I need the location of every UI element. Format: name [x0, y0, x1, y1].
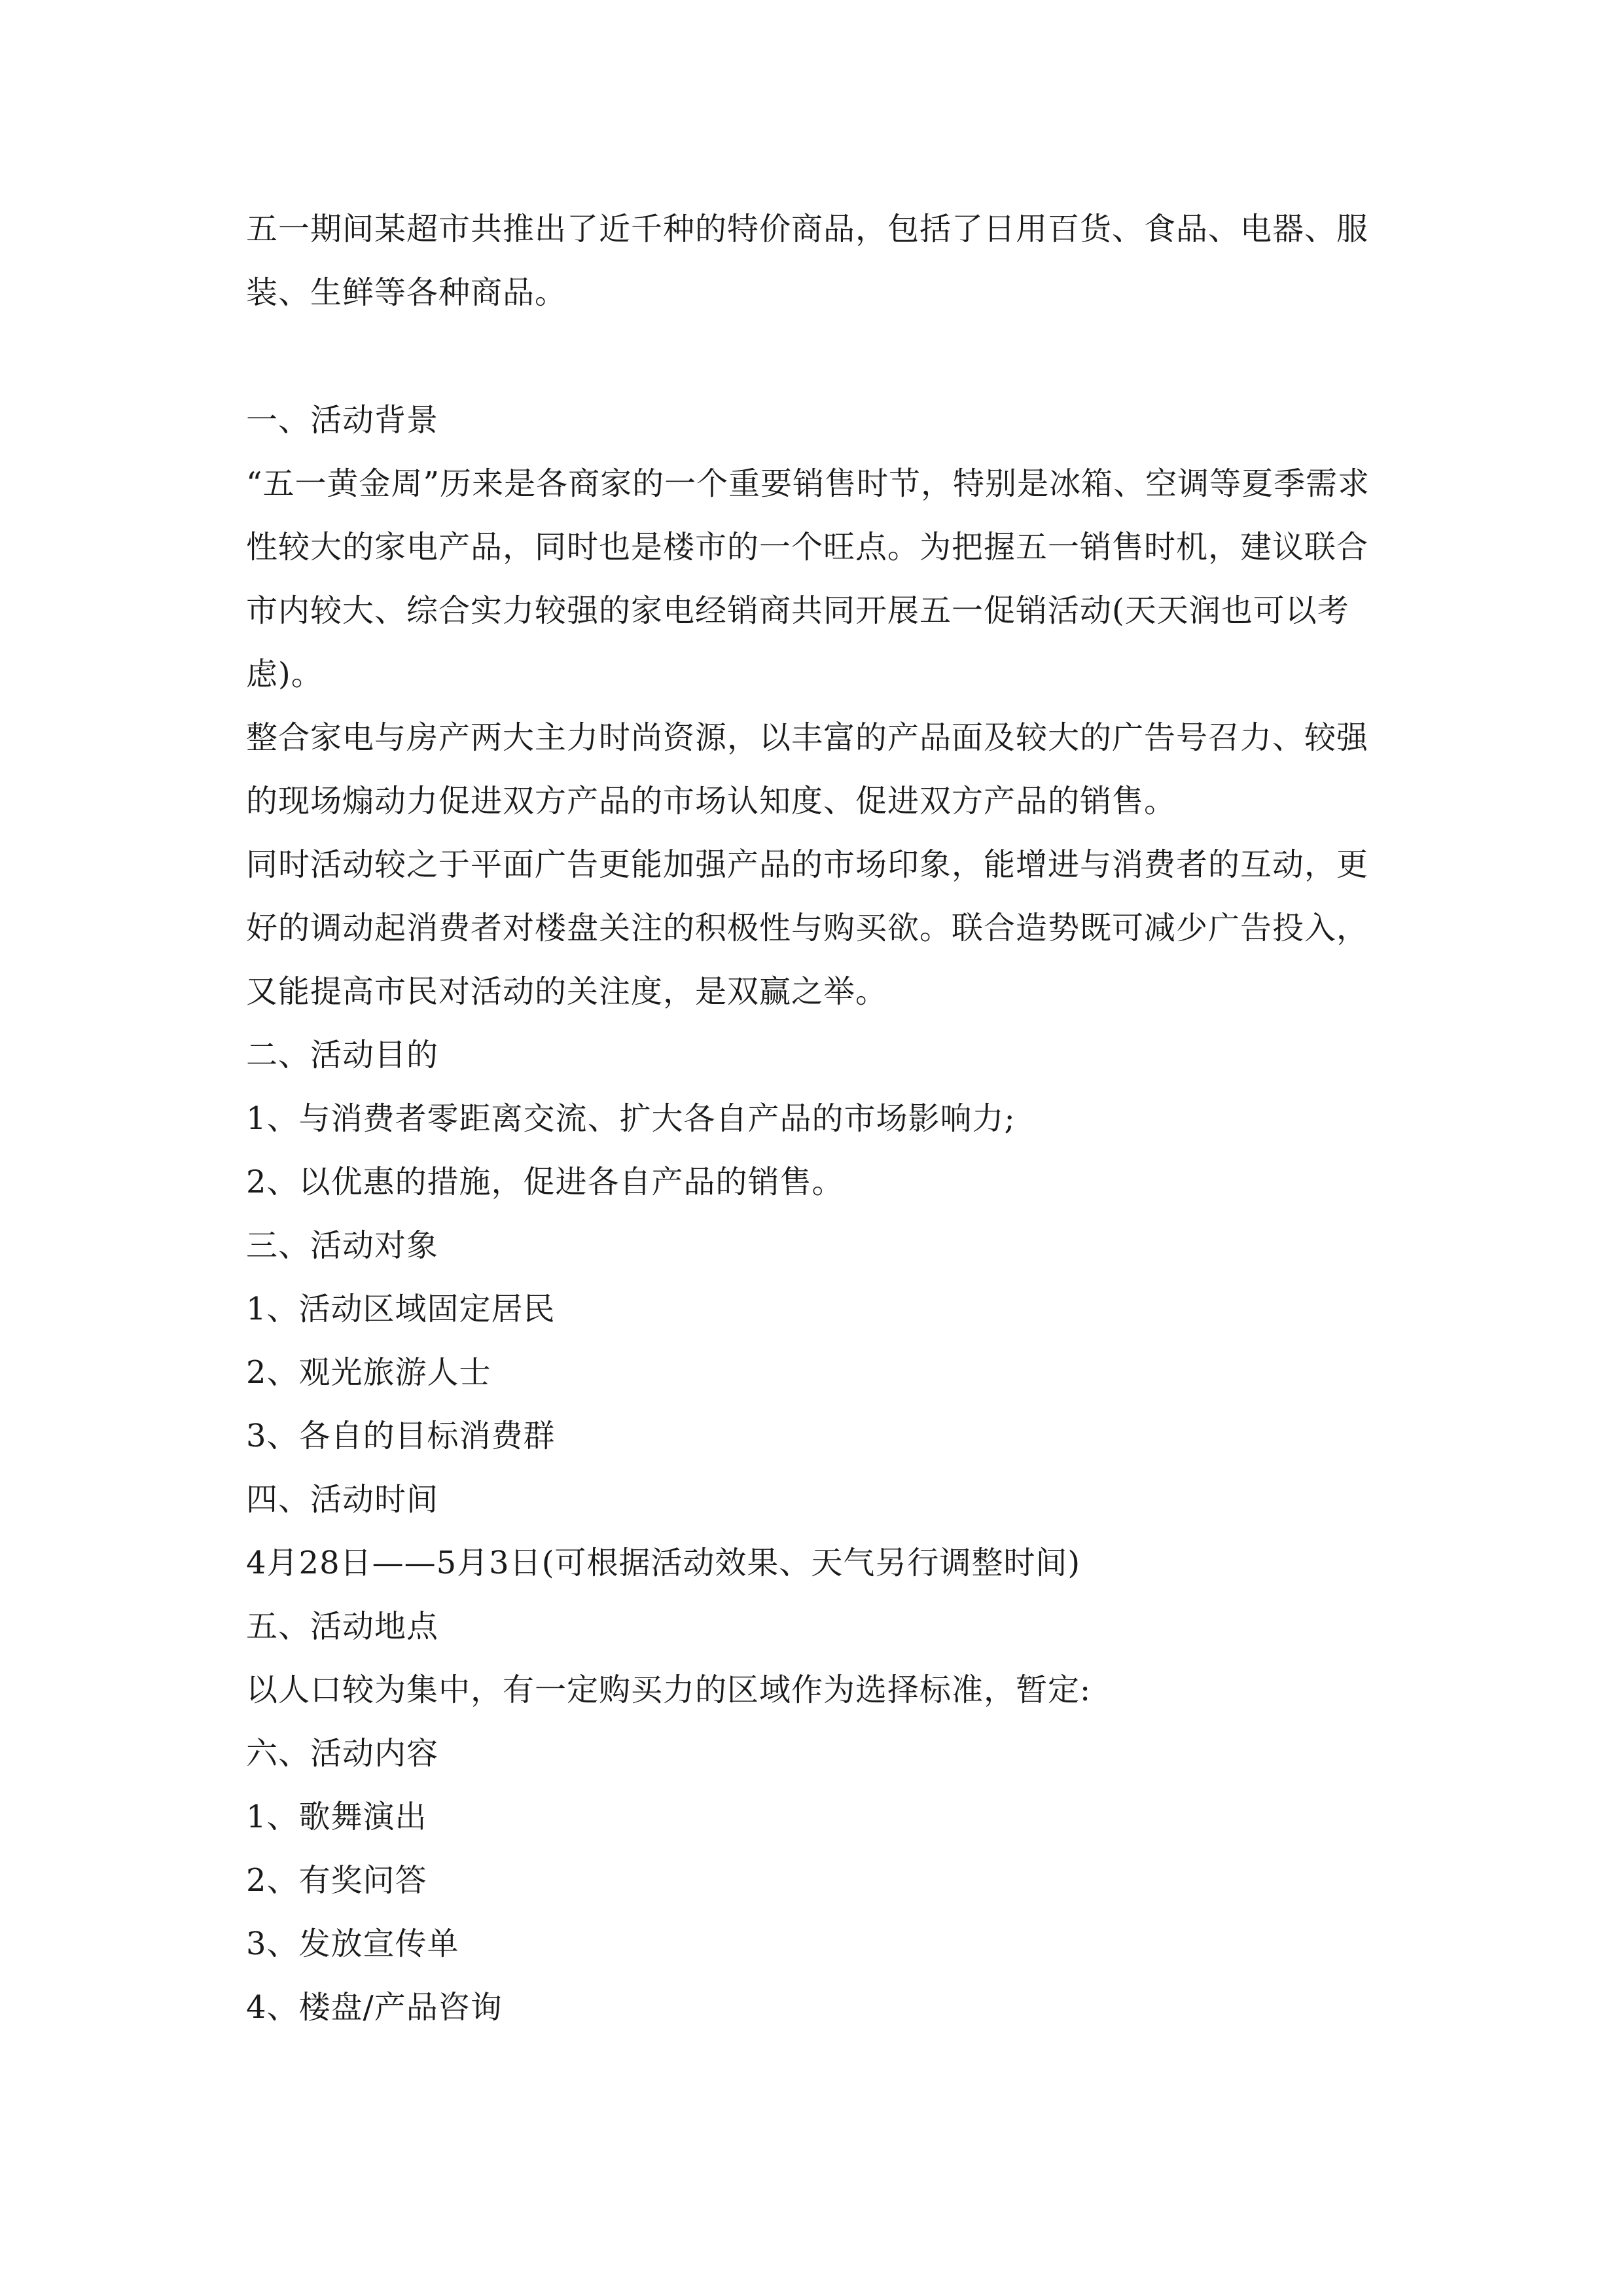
location-detail: 以人口较为集中，有一定购买力的区域作为选择标准，暂定:	[246, 1672, 1092, 1708]
background-paragraph-3: 同时活动较之于平面广告更能加强产品的市场印象，能增进与消费者的互动，更好的调动起消费者对楼盘关注的积极性与购买欲。联合造势既可减少广告投入，又能提高市民对活动的关注度，是双赢之举。	[246, 846, 1369, 1010]
audience-item-2: 2、观光旅游人士	[246, 1354, 491, 1391]
content-item-2: 2、有奖问答	[246, 1862, 427, 1899]
content-item-1: 1、歌舞演出	[246, 1799, 427, 1835]
time-detail: 4月28日——5月3日(可根据活动效果、天气另行调整时间)	[246, 1545, 1081, 1581]
intro-text: 五一期间某超市共推出了近千种的特价商品，包括了日用百货、食品、电器、服装、生鲜等各种商品。	[246, 211, 1369, 311]
background-paragraph-2: 整合家电与房产两大主力时尚资源，以丰富的产品面及较大的广告号召力、较强的现场煽动力促进双方产品的市场认知度、促进双方产品的销售。	[246, 719, 1369, 819]
content-item-3: 3、发放宣传单	[246, 1926, 459, 1962]
purpose-item-2: 2、以优惠的措施，促进各自产品的销售。	[246, 1164, 844, 1200]
purpose-item-1: 1、与消费者零距离交流、扩大各自产品的市场影响力;	[246, 1100, 1016, 1137]
section-heading-time: 四、活动时间	[246, 1481, 439, 1518]
intro-paragraph	[246, 198, 1398, 325]
content-item-4: 4、楼盘/产品咨询	[246, 1989, 503, 2026]
section-heading-purpose: 二、活动目的	[246, 1037, 439, 1073]
section-heading-content: 六、活动内容	[246, 1735, 439, 1772]
audience-item-1: 1、活动区域固定居民	[246, 1291, 556, 1327]
background-paragraph-1: “五一黄金周”历来是各商家的一个重要销售时节，特别是冰箱、空调等夏季需求性较大的家电产品，同时也是楼市的一个旺点。为把握五一销售时机，建议联合市内较大、综合实力较强的家电经销商共同开展五一促销活动(天天润也可以考虑)。	[246, 465, 1370, 692]
section-heading-location: 五、活动地点	[246, 1608, 439, 1645]
audience-item-3: 3、各自的目标消费群	[246, 1418, 556, 1454]
section-heading-background: 一、活动背景	[246, 402, 439, 439]
section-heading-audience: 三、活动对象	[246, 1227, 439, 1264]
document-body	[246, 389, 1398, 2039]
